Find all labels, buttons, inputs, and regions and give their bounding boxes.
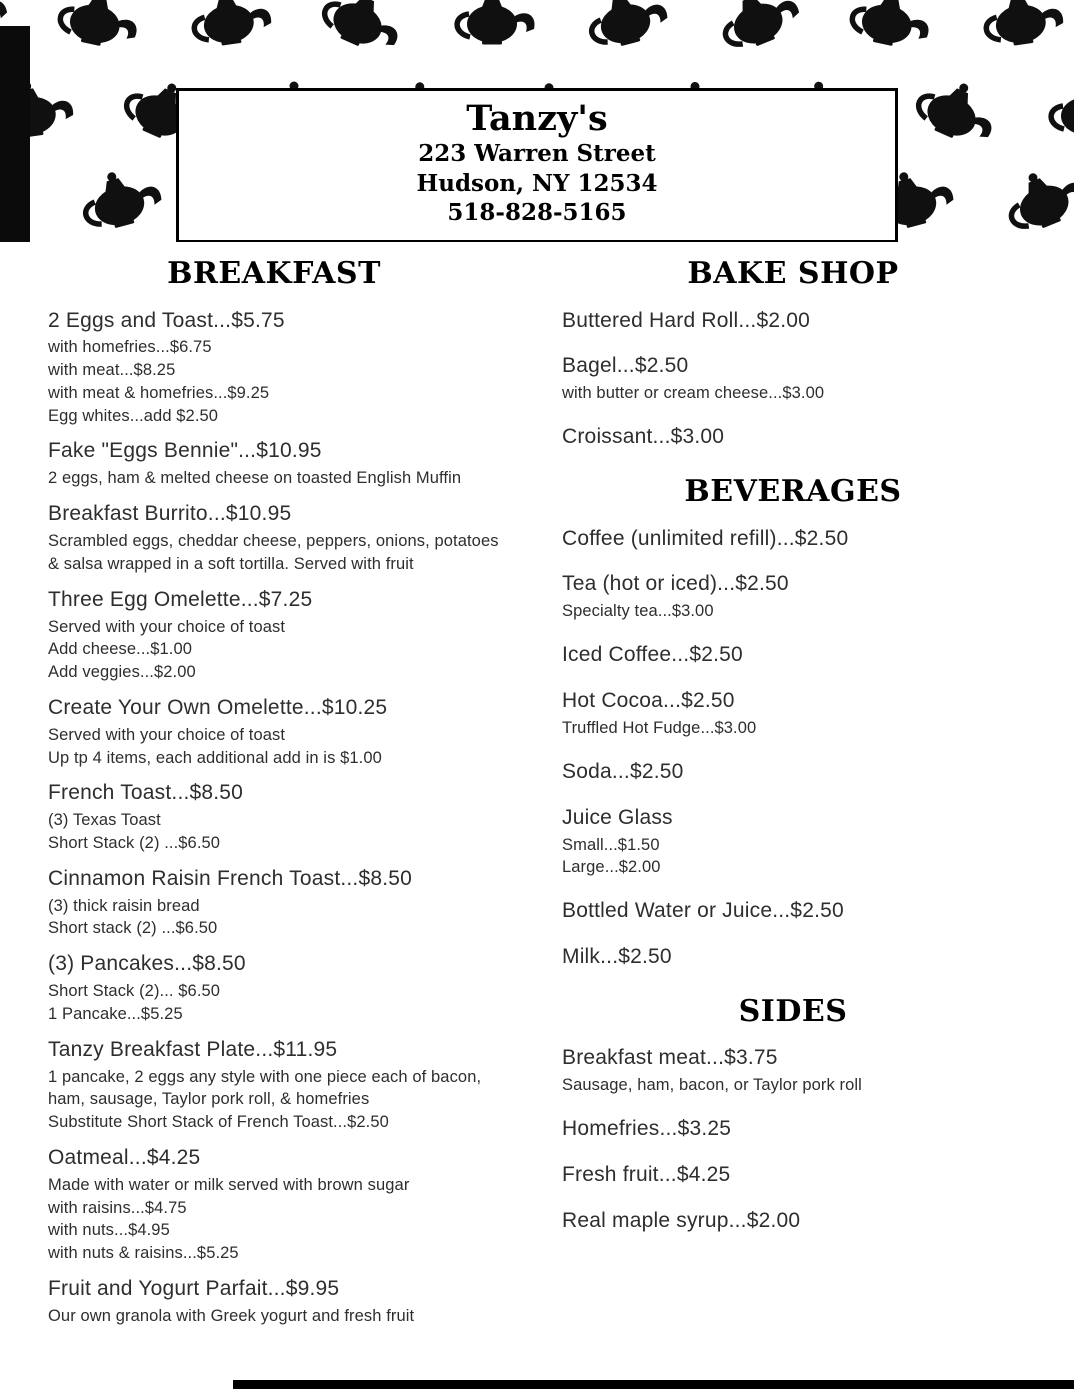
item-detail: with nuts...$4.95 [48, 1221, 170, 1240]
restaurant-info-box [176, 88, 898, 242]
section-title: BREAKFAST [167, 256, 381, 291]
item-detail: Specialty tea...$3.00 [562, 602, 714, 621]
menu-item [562, 687, 1024, 740]
menu-section [562, 473, 1024, 971]
menu-item [562, 804, 1024, 879]
bakeshop-beverages-sides-column [562, 255, 1024, 1253]
item-detail: Short stack (2) ...$6.50 [48, 919, 218, 938]
item-name-price: Breakfast Burrito...$10.95 [48, 502, 292, 526]
item-detail: 2 eggs, ham & melted cheese on toasted English Muffin [48, 469, 462, 488]
menu-item [562, 897, 1024, 925]
section-title: SIDES [738, 993, 848, 1029]
item-name-price: Milk...$2.50 [562, 945, 672, 969]
item-name-price: Fresh fruit...$4.25 [562, 1163, 731, 1187]
menu-item [562, 1207, 1024, 1235]
breakfast-column [48, 255, 500, 1338]
item-detail: Substitute Short Stack of French Toast...$2.50 [48, 1113, 389, 1132]
menu-section [48, 255, 500, 1328]
item-name-price: Tea (hot or iced)...$2.50 [562, 572, 789, 596]
item-detail: Served with your choice of toast [48, 617, 286, 636]
menu-item [48, 1036, 500, 1134]
menu-item [562, 758, 1024, 786]
item-detail: Small...$1.50 [562, 835, 660, 854]
item-detail: (3) Texas Toast [48, 811, 161, 830]
menu-item [48, 307, 500, 428]
menu-item [562, 525, 1024, 553]
item-name-price: Oatmeal...$4.25 [48, 1145, 201, 1169]
menu-section [562, 255, 1024, 451]
item-name-price: Breakfast meat...$3.75 [562, 1046, 778, 1070]
menu-item [48, 586, 500, 684]
menu-item [562, 943, 1024, 971]
item-detail: with nuts & raisins...$5.25 [48, 1244, 239, 1263]
item-name-price: Juice Glass [562, 805, 673, 829]
menu-item [562, 423, 1024, 451]
section-title: BEVERAGES [684, 474, 902, 510]
item-name-price: Bottled Water or Juice...$2.50 [562, 899, 844, 923]
item-name-price: Croissant...$3.00 [562, 425, 725, 449]
item-detail: with homefries...$6.75 [48, 338, 212, 357]
item-detail: with meat...$8.25 [48, 361, 176, 380]
item-name-price: Create Your Own Omelette...$10.25 [48, 695, 388, 719]
item-detail: Up tp 4 items, each additional add in is $1.00 [48, 748, 382, 767]
item-detail: with meat & homefries...$9.25 [48, 383, 270, 402]
left-edge-bar [0, 26, 30, 242]
item-name-price: French Toast...$8.50 [48, 781, 244, 805]
item-detail: Egg whites...add $2.50 [48, 406, 219, 425]
item-name-price: Iced Coffee...$2.50 [562, 643, 743, 667]
item-detail: Add veggies...$2.00 [48, 663, 196, 682]
item-detail: with raisins...$4.75 [48, 1198, 187, 1217]
item-name-price: (3) Pancakes...$8.50 [48, 952, 246, 976]
menu-item [562, 352, 1024, 405]
item-name-price: Coffee (unlimited refill)...$2.50 [562, 526, 849, 550]
menu-item [48, 865, 500, 940]
menu-item [562, 641, 1024, 669]
menu-item [48, 694, 500, 769]
menu-item [48, 437, 500, 490]
item-name-price: Bagel...$2.50 [562, 354, 689, 378]
item-detail: 1 Pancake...$5.25 [48, 1004, 183, 1023]
item-detail: Our own granola with Greek yogurt and fresh fruit [48, 1306, 415, 1325]
item-detail: Sausage, ham, bacon, or Taylor pork roll [562, 1076, 862, 1095]
menu-item [48, 779, 500, 854]
item-name-price: Fruit and Yogurt Parfait...$9.95 [48, 1276, 340, 1300]
item-name-price: Soda...$2.50 [562, 759, 684, 783]
address-line-1: 223 Warren Street [418, 140, 656, 168]
item-detail: Short Stack (2) ...$6.50 [48, 833, 221, 852]
item-detail: Short Stack (2)... $6.50 [48, 982, 221, 1001]
item-detail: 1 pancake, 2 eggs any style with one piece each of bacon, ham, sausage, Taylor pork roll, & homefries [48, 1067, 482, 1109]
item-name-price: Real maple syrup...$2.00 [562, 1209, 801, 1232]
bottom-edge-bar [233, 1380, 1074, 1389]
item-name-price: 2 Eggs and Toast...$5.75 [48, 308, 285, 332]
menu-item [562, 1115, 1024, 1143]
address-line-2: Hudson, NY 12534 [416, 169, 658, 197]
menu-item [562, 1161, 1024, 1189]
phone-number: 518-828-5165 [447, 199, 627, 227]
menu-item [562, 570, 1024, 623]
item-name-price: Cinnamon Raisin French Toast...$8.50 [48, 866, 413, 890]
item-detail: Add cheese...$1.00 [48, 640, 192, 659]
menu-item [48, 500, 500, 575]
item-name-price: Tanzy Breakfast Plate...$11.95 [48, 1037, 338, 1061]
menu-section [562, 993, 1024, 1235]
menu-item [562, 1044, 1024, 1097]
item-detail: Served with your choice of toast [48, 725, 286, 744]
item-detail: with butter or cream cheese...$3.00 [562, 384, 825, 403]
restaurant-name: Tanzy's [466, 98, 608, 139]
menu-item [48, 1275, 500, 1328]
item-name-price: Homefries...$3.25 [562, 1117, 732, 1141]
item-name-price: Buttered Hard Roll...$2.00 [562, 308, 811, 332]
item-name-price: Hot Cocoa...$2.50 [562, 689, 735, 713]
item-name-price: Three Egg Omelette...$7.25 [48, 587, 313, 611]
menu-item [48, 1144, 500, 1265]
menu-item [562, 307, 1024, 335]
header-banner [0, 0, 1074, 242]
item-detail: (3) thick raisin bread [48, 896, 200, 915]
item-detail: Made with water or milk served with brown sugar [48, 1175, 410, 1194]
item-detail: Truffled Hot Fudge...$3.00 [562, 718, 757, 737]
section-title: BAKE SHOP [687, 256, 899, 291]
item-detail: Scrambled eggs, cheddar cheese, peppers, onions, potatoes & salsa wrapped in a soft tortilla. Served with fruit [48, 532, 499, 573]
item-name-price: Fake "Eggs Bennie"...$10.95 [48, 439, 322, 463]
menu-body [0, 242, 1074, 1338]
item-detail: Large...$2.00 [562, 858, 661, 877]
menu-item [48, 950, 500, 1025]
